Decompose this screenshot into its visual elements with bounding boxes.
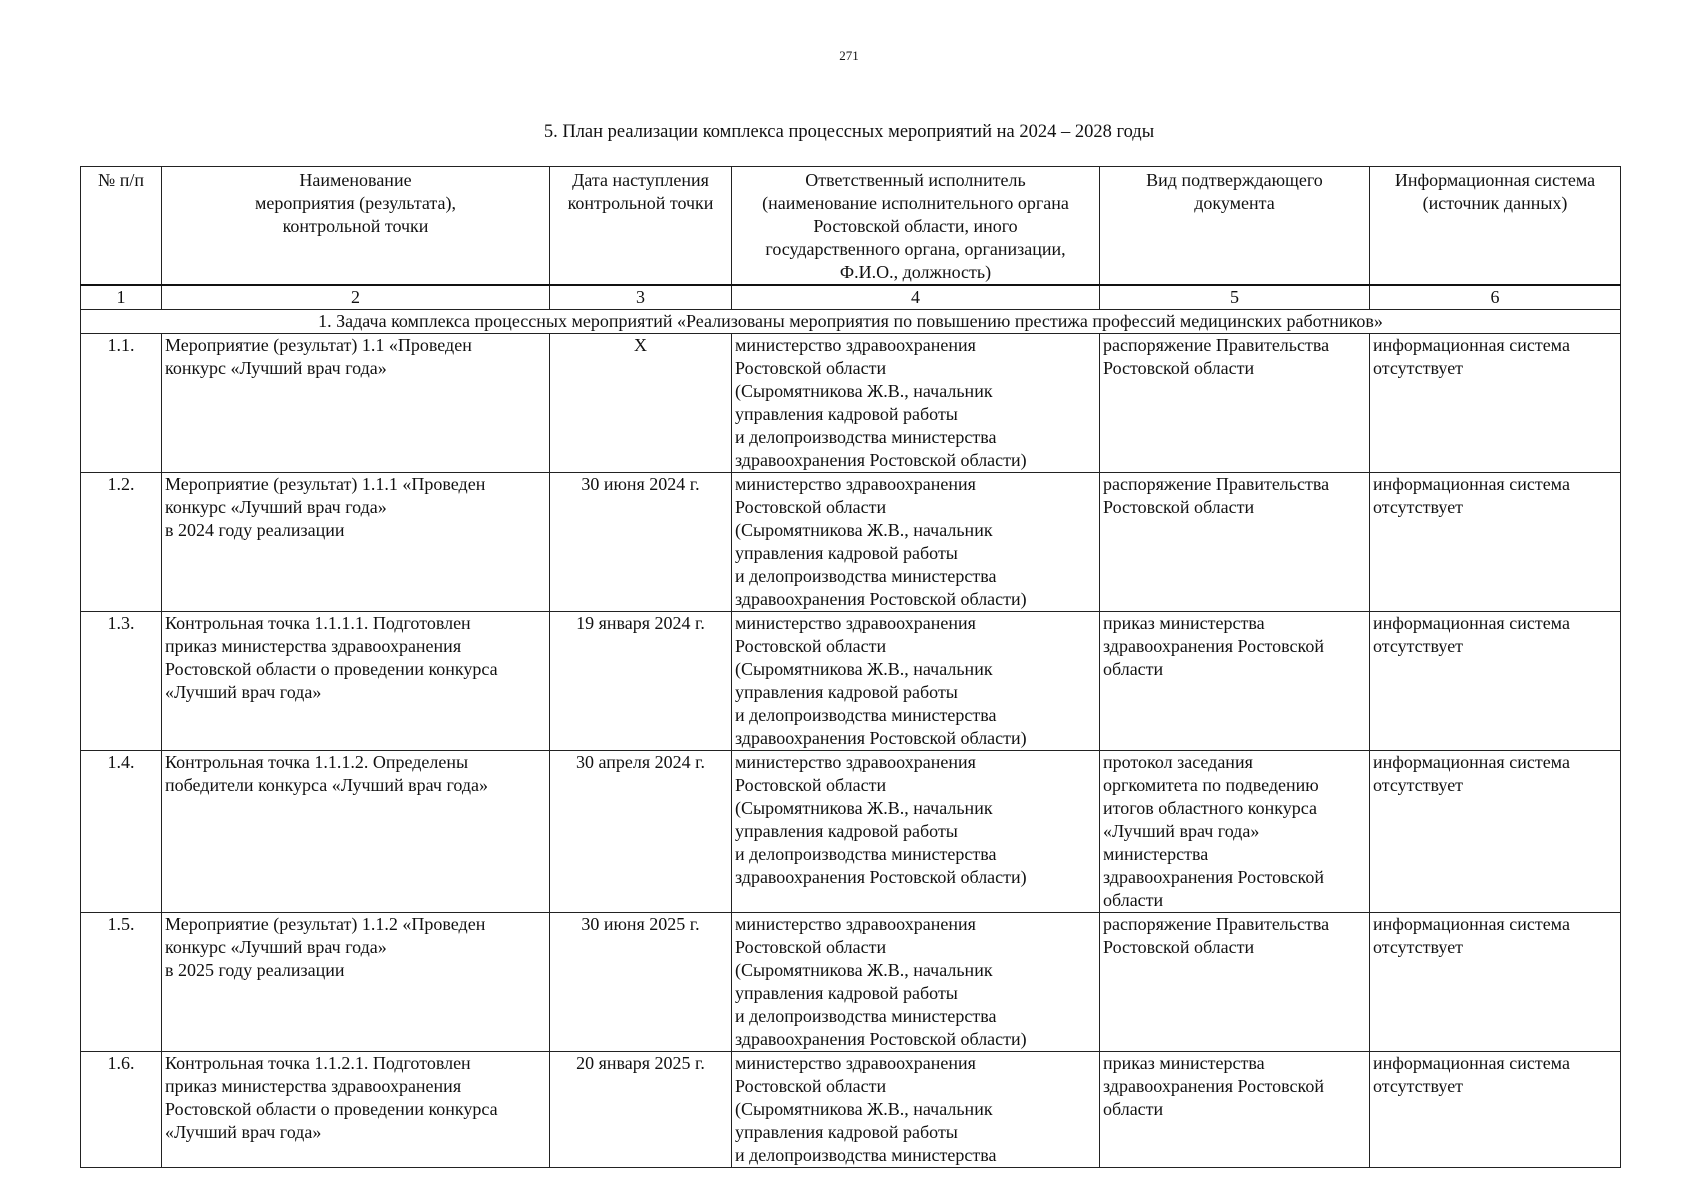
column-number-row — [81, 285, 1621, 310]
table-row — [81, 612, 1621, 751]
column-number: 6 — [1370, 285, 1621, 310]
row-name: Мероприятие (результат) 1.1 «Проведен конкурс «Лучший врач года» — [162, 334, 550, 473]
row-number: 1.1. — [81, 334, 162, 473]
task-heading: 1. Задача комплекса процессных мероприятий «Реализованы мероприятия по повышению престижа профессий медицинских работников» — [81, 310, 1621, 334]
table-row — [81, 334, 1621, 473]
row-system: информационная система отсутствует — [1370, 913, 1621, 1052]
row-document: распоряжение Правительства Ростовской области — [1100, 913, 1370, 1052]
column-number: 2 — [162, 285, 550, 310]
row-executor: министерство здравоохранения Ростовской области (Сыромятникова Ж.В., начальник управления кадровой работы и делопроизводства министерства здравоохранения Ростовской области) — [732, 473, 1100, 612]
column-number: 4 — [732, 285, 1100, 310]
header-cell-system: Информационная система (источник данных) — [1370, 167, 1621, 286]
row-number: 1.3. — [81, 612, 162, 751]
row-system: информационная система отсутствует — [1370, 751, 1621, 913]
implementation-plan-table — [80, 166, 1621, 1168]
header-cell-date: Дата наступления контрольной точки — [550, 167, 732, 286]
header-cell-number: № п/п — [81, 167, 162, 286]
row-number: 1.2. — [81, 473, 162, 612]
header-row — [81, 167, 1621, 286]
row-document: распоряжение Правительства Ростовской области — [1100, 334, 1370, 473]
row-executor: министерство здравоохранения Ростовской области (Сыромятникова Ж.В., начальник управления кадровой работы и делопроизводства министерства здравоохранения Ростовской области) — [732, 913, 1100, 1052]
table-row — [81, 913, 1621, 1052]
row-executor: министерство здравоохранения Ростовской области (Сыромятникова Ж.В., начальник управления кадровой работы и делопроизводства министерства здравоохранения Ростовской области) — [732, 751, 1100, 913]
row-number: 1.5. — [81, 913, 162, 1052]
row-name: Контрольная точка 1.1.1.2. Определены победители конкурса «Лучший врач года» — [162, 751, 550, 913]
document-title: 5. План реализации комплекса процессных мероприятий на 2024 – 2028 годы — [543, 122, 1155, 142]
row-name: Мероприятие (результат) 1.1.2 «Проведен конкурс «Лучший врач года» в 2025 году реализации — [162, 913, 550, 1052]
row-executor: министерство здравоохранения Ростовской области (Сыромятникова Ж.В., начальник управления кадровой работы и делопроизводства министерства здравоохранения Ростовской области) — [732, 612, 1100, 751]
column-number: 1 — [81, 285, 162, 310]
row-document: приказ министерства здравоохранения Ростовской области — [1100, 1052, 1370, 1168]
header-cell-document: Вид подтверждающего документа — [1100, 167, 1370, 286]
row-name: Контрольная точка 1.1.2.1. Подготовлен приказ министерства здравоохранения Ростовской области о проведении конкурса «Лучший врач года» — [162, 1052, 550, 1168]
row-executor: министерство здравоохранения Ростовской области (Сыромятникова Ж.В., начальник управления кадровой работы и делопроизводства министерства — [732, 1052, 1100, 1168]
row-document: приказ министерства здравоохранения Ростовской области — [1100, 612, 1370, 751]
row-system: информационная система отсутствует — [1370, 612, 1621, 751]
row-document: распоряжение Правительства Ростовской области — [1100, 473, 1370, 612]
row-name: Мероприятие (результат) 1.1.1 «Проведен конкурс «Лучший врач года» в 2024 году реализации — [162, 473, 550, 612]
task-row — [81, 310, 1621, 334]
row-number: 1.6. — [81, 1052, 162, 1168]
header-cell-name: Наименование мероприятия (результата), контрольной точки — [162, 167, 550, 286]
row-date: 19 января 2024 г. — [550, 612, 732, 751]
row-executor: министерство здравоохранения Ростовской области (Сыромятникова Ж.В., начальник управления кадровой работы и делопроизводства министерства здравоохранения Ростовской области) — [732, 334, 1100, 473]
column-number: 5 — [1100, 285, 1370, 310]
row-date: 30 июня 2024 г. — [550, 473, 732, 612]
table-row — [81, 751, 1621, 913]
row-date: 20 января 2025 г. — [550, 1052, 732, 1168]
row-name: Контрольная точка 1.1.1.1. Подготовлен приказ министерства здравоохранения Ростовской области о проведении конкурса «Лучший врач года» — [162, 612, 550, 751]
header-cell-executor: Ответственный исполнитель (наименование исполнительного органа Ростовской области, иного государственного органа, организации, Ф.И.О., должность) — [732, 167, 1100, 286]
column-number: 3 — [550, 285, 732, 310]
row-date: 30 апреля 2024 г. — [550, 751, 732, 913]
page-number: 271 — [839, 48, 859, 63]
row-document: протокол заседания оргкомитета по подведению итогов областного конкурса «Лучший врач года» министерства здравоохранения Ростовской области — [1100, 751, 1370, 913]
row-date: 30 июня 2025 г. — [550, 913, 732, 1052]
row-date: X — [550, 334, 732, 473]
row-number: 1.4. — [81, 751, 162, 913]
table-row — [81, 473, 1621, 612]
row-system: информационная система отсутствует — [1370, 1052, 1621, 1168]
row-system: информационная система отсутствует — [1370, 473, 1621, 612]
table-row — [81, 1052, 1621, 1168]
row-system: информационная система отсутствует — [1370, 334, 1621, 473]
